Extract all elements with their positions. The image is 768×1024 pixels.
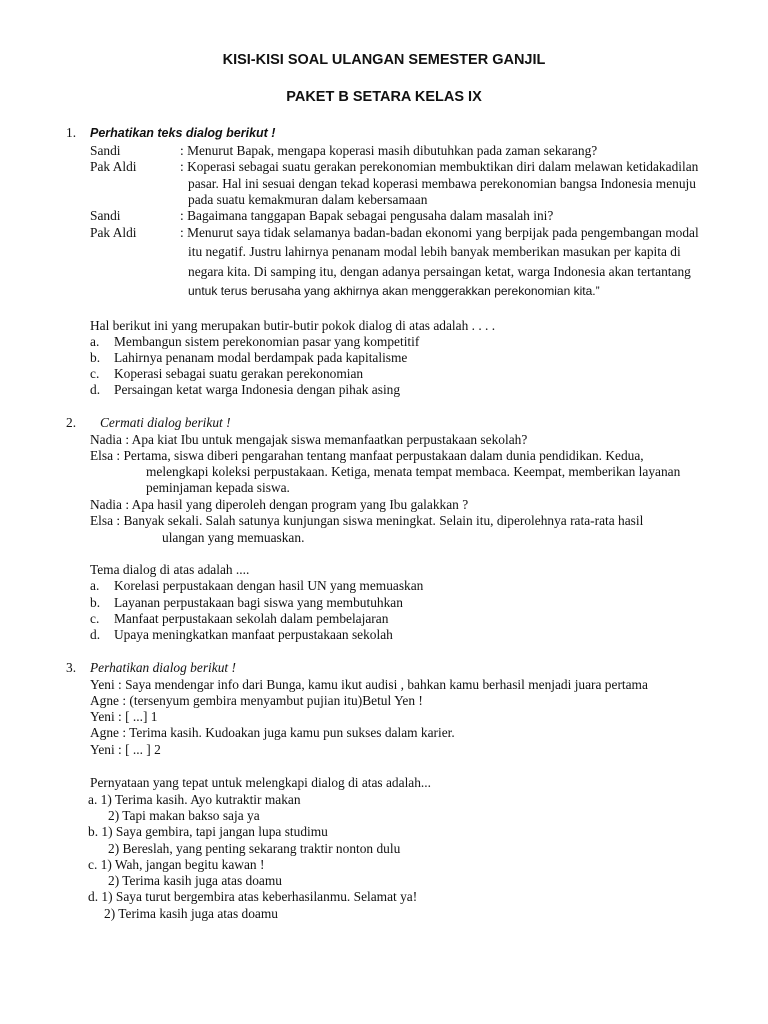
document-title: KISI-KISI SOAL ULANGAN SEMESTER GANJIL xyxy=(222,52,546,68)
option-text: Layanan perpustakaan bagi siswa yang membutuhkan xyxy=(114,595,403,610)
dialog-line: Yeni : [ ...] 1 xyxy=(90,709,158,724)
dialog-line: Elsa : Pertama, siswa diberi pengarahan tentang manfaat perpustakaan dalam dunia pendidikan. Kedua, xyxy=(90,448,644,463)
dialog-speaker: Sandi xyxy=(90,143,121,158)
dialog-line: : Koperasi sebagai suatu gerakan perekonomian membuktikan diri dalam melawan ketidakadilan xyxy=(180,159,699,174)
dialog-line: : Menurut saya tidak selamanya badan-badan ekonomi yang berpijak pada pengembangan modal xyxy=(180,225,699,240)
dialog-line: untuk terus berusaha yang akhirnya akan menggerakkan perekonomian kita.” xyxy=(188,284,600,298)
option-line: 2) Terima kasih juga atas doamu xyxy=(104,906,278,921)
question-2-instruction: Cermati dialog berikut ! xyxy=(100,415,231,430)
option-line: c. 1) Wah, jangan begitu kawan ! xyxy=(88,857,265,872)
question-1-instruction: Perhatikan teks dialog berikut ! xyxy=(90,126,276,140)
question-3-instruction: Perhatikan dialog berikut ! xyxy=(90,660,236,675)
question-1-number: 1. xyxy=(66,125,77,140)
dialog-line: itu negatif. Justru lahirnya penanam modal lebih banyak memberikan masukan per kapita di xyxy=(188,244,681,259)
dialog-line: Agne : (tersenyum gembira menyambut pujian itu)Betul Yen ! xyxy=(90,693,423,708)
option-line: 2) Terima kasih juga atas doamu xyxy=(108,873,282,888)
dialog-speaker: Pak Aldi xyxy=(90,225,137,240)
dialog-speaker: Pak Aldi xyxy=(90,159,137,174)
option-line: b. 1) Saya gembira, tapi jangan lupa studimu xyxy=(88,824,328,839)
question-2-prompt: Tema dialog di atas adalah .... xyxy=(90,562,250,577)
option-label: c. xyxy=(90,611,100,626)
option-text: Lahirnya penanam modal berdampak pada kapitalisme xyxy=(114,350,408,365)
option-label: b. xyxy=(90,350,101,365)
option-label: a. xyxy=(90,334,100,349)
dialog-line: pasar. Hal ini sesuai dengan tekad koperasi membawa perekonomian bangsa Indonesia menuju xyxy=(188,176,696,191)
option-line: 2) Bereslah, yang penting sekarang traktir nonton dulu xyxy=(108,841,401,856)
dialog-line: Yeni : Saya mendengar info dari Bunga, kamu ikut audisi , bahkan kamu berhasil menjadi juara pertama xyxy=(90,677,648,692)
question-3-number: 3. xyxy=(66,660,77,675)
option-text: Membangun sistem perekonomian pasar yang kompetitif xyxy=(114,334,420,349)
dialog-line: : Bagaimana tanggapan Bapak sebagai pengusaha dalam masalah ini? xyxy=(180,208,554,223)
dialog-line: Nadia : Apa hasil yang diperoleh dengan program yang Ibu galakkan ? xyxy=(90,497,469,512)
question-2-number: 2. xyxy=(66,415,77,430)
dialog-line: Agne : Terima kasih. Kudoakan juga kamu pun sukses dalam karier. xyxy=(90,725,455,740)
dialog-line: Elsa : Banyak sekali. Salah satunya kunjungan siswa meningkat. Selain itu, diperolehnya rata-rata hasil xyxy=(90,513,644,528)
option-line: 2) Tapi makan bakso saja ya xyxy=(108,808,260,823)
option-text: Upaya meningkatkan manfaat perpustakaan sekolah xyxy=(114,627,393,642)
dialog-line: negara kita. Di samping itu, dengan adanya persaingan ketat, warga Indonesia akan tertantang xyxy=(188,264,691,279)
dialog-line: Nadia : Apa kiat Ibu untuk mengajak siswa memanfaatkan perpustakaan sekolah? xyxy=(90,432,528,447)
question-3-prompt: Pernyataan yang tepat untuk melengkapi dialog di atas adalah... xyxy=(90,775,431,790)
option-line: d. 1) Saya turut bergembira atas keberhasilanmu. Selamat ya! xyxy=(88,889,418,904)
dialog-line: : Menurut Bapak, mengapa koperasi masih dibutuhkan pada zaman sekarang? xyxy=(180,143,598,158)
dialog-line: Yeni : [ ... ] 2 xyxy=(90,742,161,757)
dialog-speaker: Sandi xyxy=(90,208,121,223)
option-label: b. xyxy=(90,595,101,610)
dialog-line: pada suatu kemakmuran dalam kebersamaan xyxy=(188,192,428,207)
option-label: d. xyxy=(90,382,101,397)
document-subtitle: PAKET B SETARA KELAS IX xyxy=(286,89,482,105)
option-label: d. xyxy=(90,627,101,642)
option-text: Persaingan ketat warga Indonesia dengan pihak asing xyxy=(114,382,401,397)
option-text: Manfaat perpustakaan sekolah dalam pembelajaran xyxy=(114,611,389,626)
dialog-line: melengkapi koleksi perpustakaan. Ketiga, menata tempat membaca. Keempat, memberikan layanan xyxy=(146,464,681,479)
option-label: c. xyxy=(90,366,100,381)
dialog-line: peminjaman kepada siswa. xyxy=(146,480,290,495)
question-1-prompt: Hal berikut ini yang merupakan butir-butir pokok dialog di atas adalah . . . . xyxy=(90,318,496,333)
option-text: Korelasi perpustakaan dengan hasil UN yang memuaskan xyxy=(114,578,424,593)
option-text: Koperasi sebagai suatu gerakan perekonomian xyxy=(114,366,364,381)
option-label: a. xyxy=(90,578,100,593)
dialog-line: ulangan yang memuaskan. xyxy=(162,530,305,545)
option-line: a. 1) Terima kasih. Ayo kutraktir makan xyxy=(88,792,301,807)
